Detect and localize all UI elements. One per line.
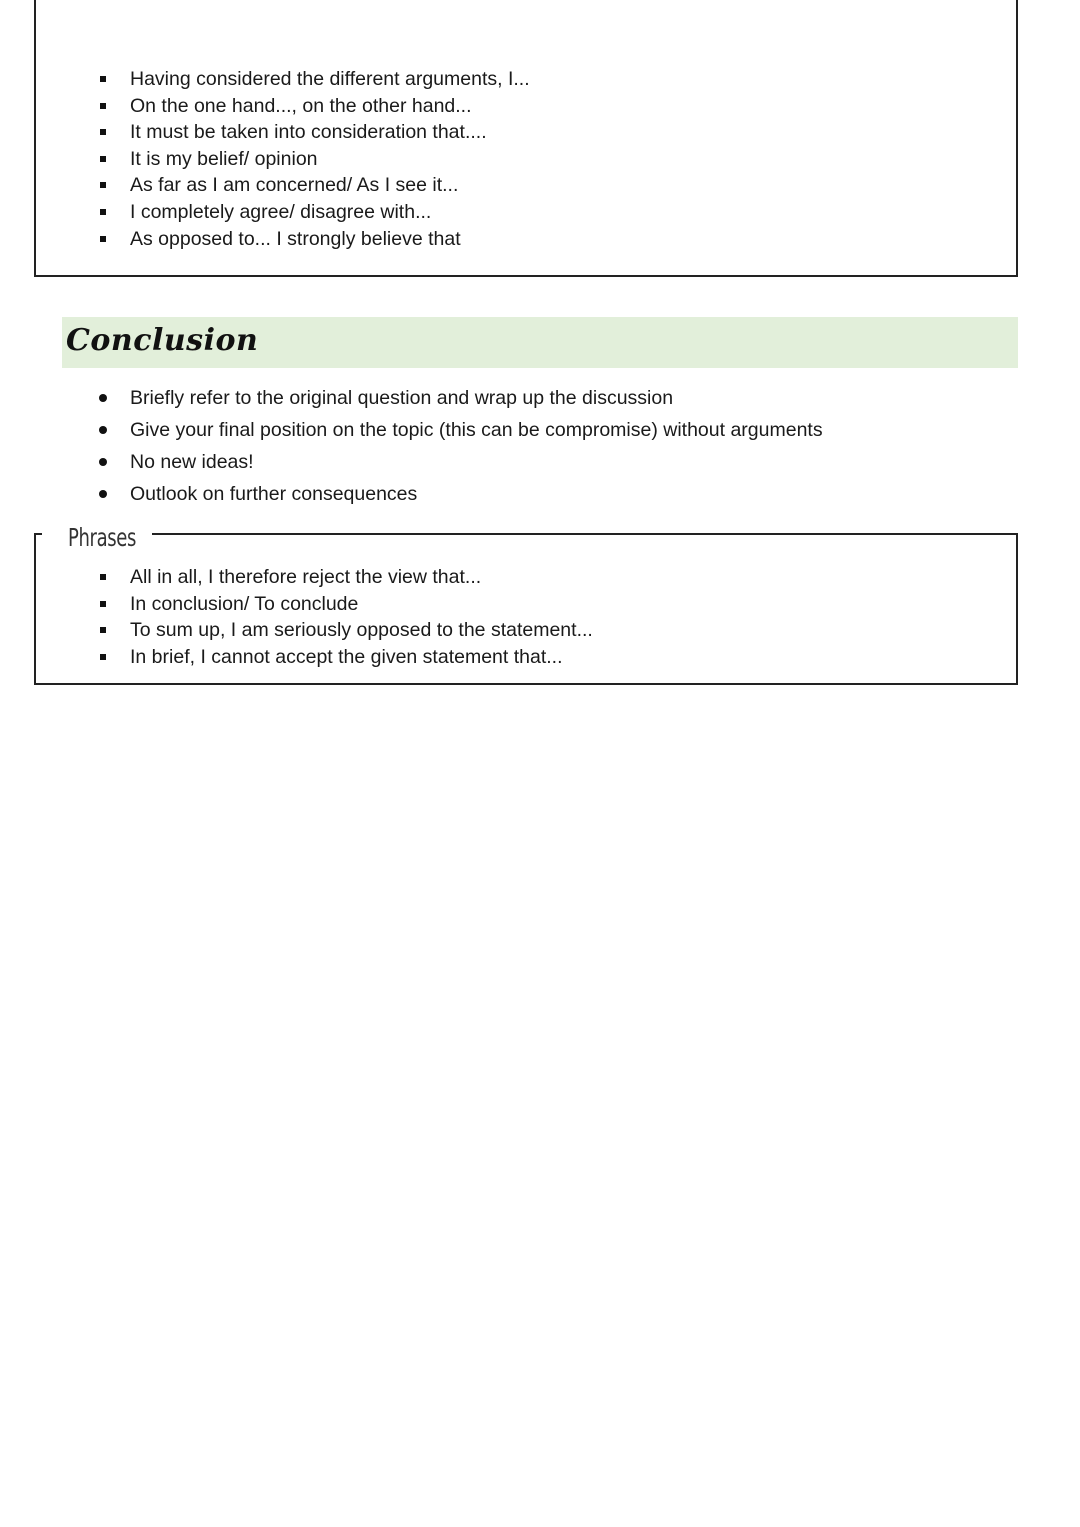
square-bullet-icon (100, 129, 106, 135)
phrase-text: It is my belief/ opinion (130, 147, 318, 170)
phrases-label: Phrases (68, 523, 137, 552)
square-bullet-icon (100, 654, 106, 660)
list-item (96, 564, 593, 591)
list-item (96, 617, 593, 644)
round-bullet-icon (99, 490, 107, 498)
bullet-text: Give your final position on the topic (this can be compromise) without arguments (130, 419, 823, 441)
square-bullet-icon (100, 182, 106, 188)
square-bullet-icon (100, 236, 106, 242)
phrases-box-left-bracket (34, 533, 42, 685)
phrase-text: All in all, I therefore reject the view that... (130, 566, 482, 588)
square-bullet-icon (100, 76, 106, 82)
phrase-text: In conclusion/ To conclude (130, 592, 359, 615)
list-item (96, 146, 530, 173)
list-item (96, 591, 593, 618)
list-item (96, 382, 823, 414)
phrase-text: I completely agree/ disagree with... (130, 200, 432, 223)
phrase-text: In brief, I cannot accept the given statement that... (130, 645, 563, 668)
phrase-text: To sum up, I am seriously opposed to the statement... (130, 619, 593, 642)
phrases-box-bottom-border (34, 683, 1018, 685)
section-heading: Conclusion (66, 323, 259, 358)
square-bullet-icon (100, 601, 106, 607)
list-item (96, 199, 530, 226)
bullet-text: No new ideas! (130, 451, 254, 473)
conclusion-bullet-list (96, 382, 823, 510)
list-item (96, 644, 593, 671)
list-item (96, 478, 823, 510)
square-bullet-icon (100, 574, 106, 580)
round-bullet-icon (99, 394, 107, 402)
phrase-text: As opposed to... I strongly believe that (130, 227, 461, 250)
round-bullet-icon (99, 458, 107, 466)
list-item (96, 119, 530, 146)
list-item (96, 93, 530, 120)
list-item (96, 446, 823, 478)
list-item (96, 226, 530, 253)
square-bullet-icon (100, 156, 106, 162)
top-phrases-list (96, 66, 530, 252)
phrase-text: On the one hand..., on the other hand... (130, 94, 472, 117)
phrase-text: Having considered the different arguments, I... (130, 68, 530, 90)
square-bullet-icon (100, 627, 106, 633)
list-item (96, 172, 530, 199)
list-item (96, 66, 530, 93)
conclusion-heading-bar (62, 317, 1018, 368)
phrase-text: It must be taken into consideration that.... (130, 121, 487, 144)
phrase-text: As far as I am concerned/ As I see it... (130, 174, 459, 197)
round-bullet-icon (99, 426, 107, 434)
square-bullet-icon (100, 209, 106, 215)
bullet-text: Outlook on further consequences (130, 483, 418, 505)
list-item (96, 414, 823, 446)
bullet-text: Briefly refer to the original question and wrap up the discussion (130, 387, 674, 409)
conclusion-phrases-list (96, 564, 593, 670)
square-bullet-icon (100, 103, 106, 109)
